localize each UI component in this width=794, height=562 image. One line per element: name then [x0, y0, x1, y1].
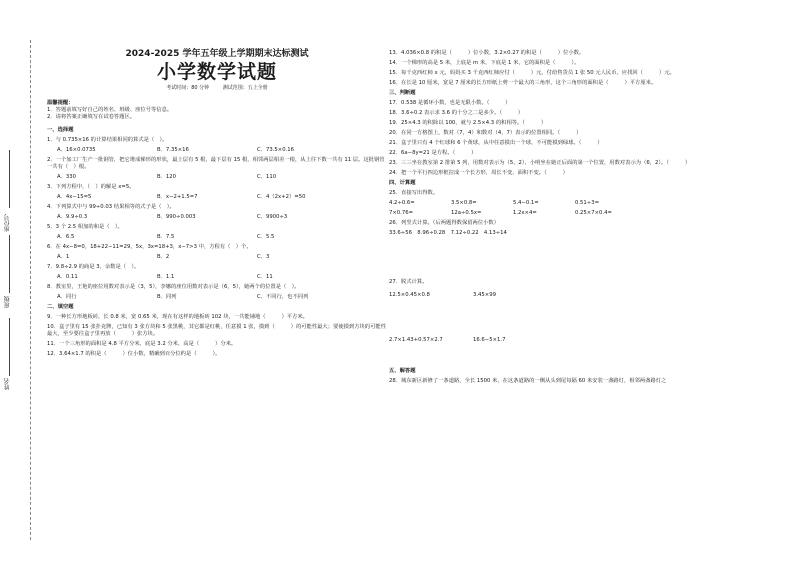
name-blank[interactable] — [9, 318, 10, 376]
exam-meta — [47, 85, 387, 92]
options — [47, 174, 387, 181]
stepwise-row-1 — [389, 292, 785, 299]
class-label: 班级 — [4, 296, 11, 308]
question-3: 3．下列方程中，（ ）的解是 x=5。 — [47, 184, 135, 190]
question-20: 20．在同一方格图上，数对（7，4）和数对（4，7）表示的位置相同。（ ） — [389, 130, 582, 136]
option[interactable]: A．同行 — [57, 294, 77, 300]
option[interactable]: B．7.35×16 — [157, 147, 189, 153]
option[interactable]: C．5.5 — [257, 234, 275, 240]
question-9: 9．一种长方形地板砖，长 0.8 米，宽 0.65 米，现在有这样的地板砖 102 块，一共能铺地（ ）平方米。 — [47, 314, 308, 320]
option[interactable]: B．2 — [157, 254, 170, 260]
option[interactable]: A．0.11 — [57, 274, 78, 280]
question-22: 22．6a−8y=21 是方程。（ ） — [389, 150, 477, 156]
section-calc-heading: 四、计算题 — [389, 180, 416, 186]
option[interactable]: C．110 — [257, 174, 277, 180]
option[interactable]: B．120 — [157, 174, 177, 180]
calc-item: 12.5×0.45×0.8 — [389, 292, 430, 298]
options — [47, 234, 387, 241]
question-15: 15．每千克西红柿 x 元，妈妈买 3 千克西红柿应付（ ）元，付给售货员 1 张 50 元人民币，应找回（ ）元。 — [389, 70, 675, 76]
exam-title: 2024-2025 学年五年级上学期期末达标测试 — [125, 49, 309, 59]
notice-item: 1．答题前填写好自己的姓名、班级、座位号等信息。 — [47, 107, 173, 113]
name-label: 姓名 — [4, 378, 11, 390]
option[interactable]: C．不同行，也不同列 — [257, 294, 309, 300]
options — [47, 147, 387, 154]
calc-item: 0.51÷3= — [575, 200, 600, 206]
exam-subtitle: 小学数学试题 — [156, 61, 277, 83]
options — [47, 254, 387, 261]
question-26: 26．列竖式计算。（后两题得数保留两位小数） — [389, 220, 500, 226]
options — [47, 294, 387, 301]
option[interactable]: C．11 — [257, 274, 273, 280]
binding-margin — [0, 0, 38, 562]
question-12: 12．3.64×1.7 的积是（ ）位小数，精确到百分位约是（ ）。 — [47, 351, 221, 357]
stepwise-row-2 — [389, 337, 785, 344]
calc-item: 0.25×7×0.4= — [575, 210, 612, 216]
seat-number-blank[interactable] — [9, 150, 10, 208]
question-18: 18．3.6÷0.2 表示求 3.6 的十分之二是多少。（ ） — [389, 110, 524, 116]
vertical-calc-items: 33.6÷56 8.96÷0.28 7.12÷0.22 4.13÷14 — [389, 230, 507, 236]
exam-time: 考试时间：80 分钟 — [166, 85, 210, 91]
question-25: 25．直接写出得数。 — [389, 190, 439, 196]
notice-item: 2．请将答案正确填写在试卷答题区。 — [47, 114, 136, 120]
class-blank[interactable] — [9, 235, 10, 293]
question-17: 17．0.538 是循环小数，也是无限小数。（ ） — [389, 100, 511, 106]
exam-scope: 测试范围：五上全册 — [222, 85, 268, 91]
option[interactable]: C．9900÷3 — [257, 214, 288, 220]
option[interactable]: A．16×0.0735 — [57, 147, 96, 153]
question-19: 19．25×4.3 的积除以 100，就与 2.5×4.3 的积相等。（ ） — [389, 120, 547, 126]
question-1: 1．与 0.735×16 的计算结果相同的算式是（ ）。 — [47, 137, 168, 143]
option[interactable]: A．1 — [57, 254, 70, 260]
question-7: 7．9.8÷2.9 的商是 3，余数是（ ）。 — [47, 264, 140, 270]
calc-item: 2.7×1.43+0.57×2.7 — [389, 337, 443, 343]
question-16: 16．在长是 10 厘米，宽是 7 厘米的长方形纸上剪一个最大的三角形，这个三角形的面积是（ ）平方厘米。 — [389, 80, 657, 86]
calc-item: 4.2÷0.6= — [389, 200, 415, 206]
option[interactable]: B．1.1 — [157, 274, 175, 280]
question-10: 10．盒子里有 15 张扑克牌，已知有 3 张方块和 5 张黑桃，其它都是红桃，任意摸 1 张，摸到（ ）的可能性最大；要使摸到方块的可能性最大，至少要往盒子里再放（ ）张方块。 — [47, 324, 386, 337]
question-21: 21．盒子里只有 4 个红球和 6 个黄球，从中任意摸出一个球，不可能摸到绿球。（ ） — [389, 140, 603, 146]
calc-item: 3.45×99 — [473, 292, 496, 298]
section-fill-heading: 二、填空题 — [47, 304, 74, 310]
calc-item: 5.4−0.1= — [513, 200, 539, 206]
calc-item: 16.6−5×1.7 — [473, 337, 506, 343]
question-28: 28．城东新区新修了一条道路，全长 1500 米，在这条道路的一侧从头到尾每隔 60 米安装一盏路灯，相邻两盏路灯之 — [389, 378, 667, 384]
seat-number-label: 座位号 — [4, 214, 11, 232]
options — [47, 214, 387, 221]
notice-heading: 温馨提醒： — [47, 100, 74, 106]
question-2: 2．一个加工厂生产一批钢管，把它堆成梯形的形状，最上层有 5 根，最下层有 15 根，相邻两层相差一根，从上往下数一共有 11 层。这批钢管一共有（ ）根。 — [47, 157, 385, 170]
question-23: 23．三三坐在教室第 2 排第 5 列，用数对表示为（5，2），小明坐在她正后面的第一个位置，用数对表示为（6，2）。（ ） — [389, 160, 691, 166]
left-column — [47, 0, 387, 358]
options — [47, 194, 387, 201]
right-column — [389, 50, 785, 385]
question-14: 14．一个梯形的高是 5 米，上底是 m 米，下底是 1 米，它的面积是（ ）。 — [389, 60, 580, 66]
question-6: 6．在 4x−8=0，18+22−11=29，5x，3x=18+3，x−7>3 中，方程有（ ）个。 — [47, 244, 252, 250]
section-solve-heading: 五、解答题 — [389, 368, 416, 374]
section-choice-heading: 一、选择题 — [47, 127, 74, 133]
option[interactable]: A．9.9÷0.3 — [57, 214, 88, 220]
section-judge-heading: 三、判断题 — [389, 90, 416, 96]
calc-row-1 — [389, 200, 785, 207]
option[interactable]: B．x−2+1.5=7 — [157, 194, 198, 200]
question-4: 4．下列算式中与 99÷0.03 结果相等的式子是（ ）。 — [47, 204, 175, 210]
option[interactable]: A．330 — [57, 174, 77, 180]
question-27: 27．脱式计算。 — [389, 279, 428, 285]
question-5: 5．3 个 2.5 相加的和是（ ）。 — [47, 224, 123, 230]
calc-item: 12a÷0.5x= — [451, 210, 482, 216]
calc-item: 7×0.76= — [389, 210, 414, 216]
calc-item: 1.2x×4= — [513, 210, 537, 216]
option[interactable]: C．3 — [257, 254, 270, 260]
option[interactable]: A．4x−15=5 — [57, 194, 92, 200]
option[interactable]: C．73.5×0.16 — [257, 147, 295, 153]
question-11: 11．一个三角形的面积是 4.8 平方分米，底是 3.2 分米，高是（ ）分米。 — [47, 341, 237, 347]
option[interactable]: B．7.5 — [157, 234, 175, 240]
option[interactable]: C．4（2x+2）=50 — [257, 194, 306, 200]
question-8: 8．教室里，王艳的座位用数对表示是（3，5），李娜的座位用数对表示是（6，5），她两个的位置是（ ）。 — [47, 284, 300, 290]
option[interactable]: B．同列 — [157, 294, 177, 300]
option[interactable]: B．990÷0.003 — [157, 214, 196, 220]
question-13: 13．4.036×0.8 的积是（ ）位小数，3.2×0.27 的积是（ ）位小数。 — [389, 50, 585, 56]
option[interactable]: A．6.5 — [57, 234, 75, 240]
calc-row-2 — [389, 210, 785, 217]
options — [47, 274, 387, 281]
calc-item: 3.5×0.8= — [451, 200, 477, 206]
question-24: 24．把一个平行四边形框拉成一个长方形，周长不变，面积不变。（ ） — [389, 170, 568, 176]
binding-cut-line — [30, 40, 31, 540]
